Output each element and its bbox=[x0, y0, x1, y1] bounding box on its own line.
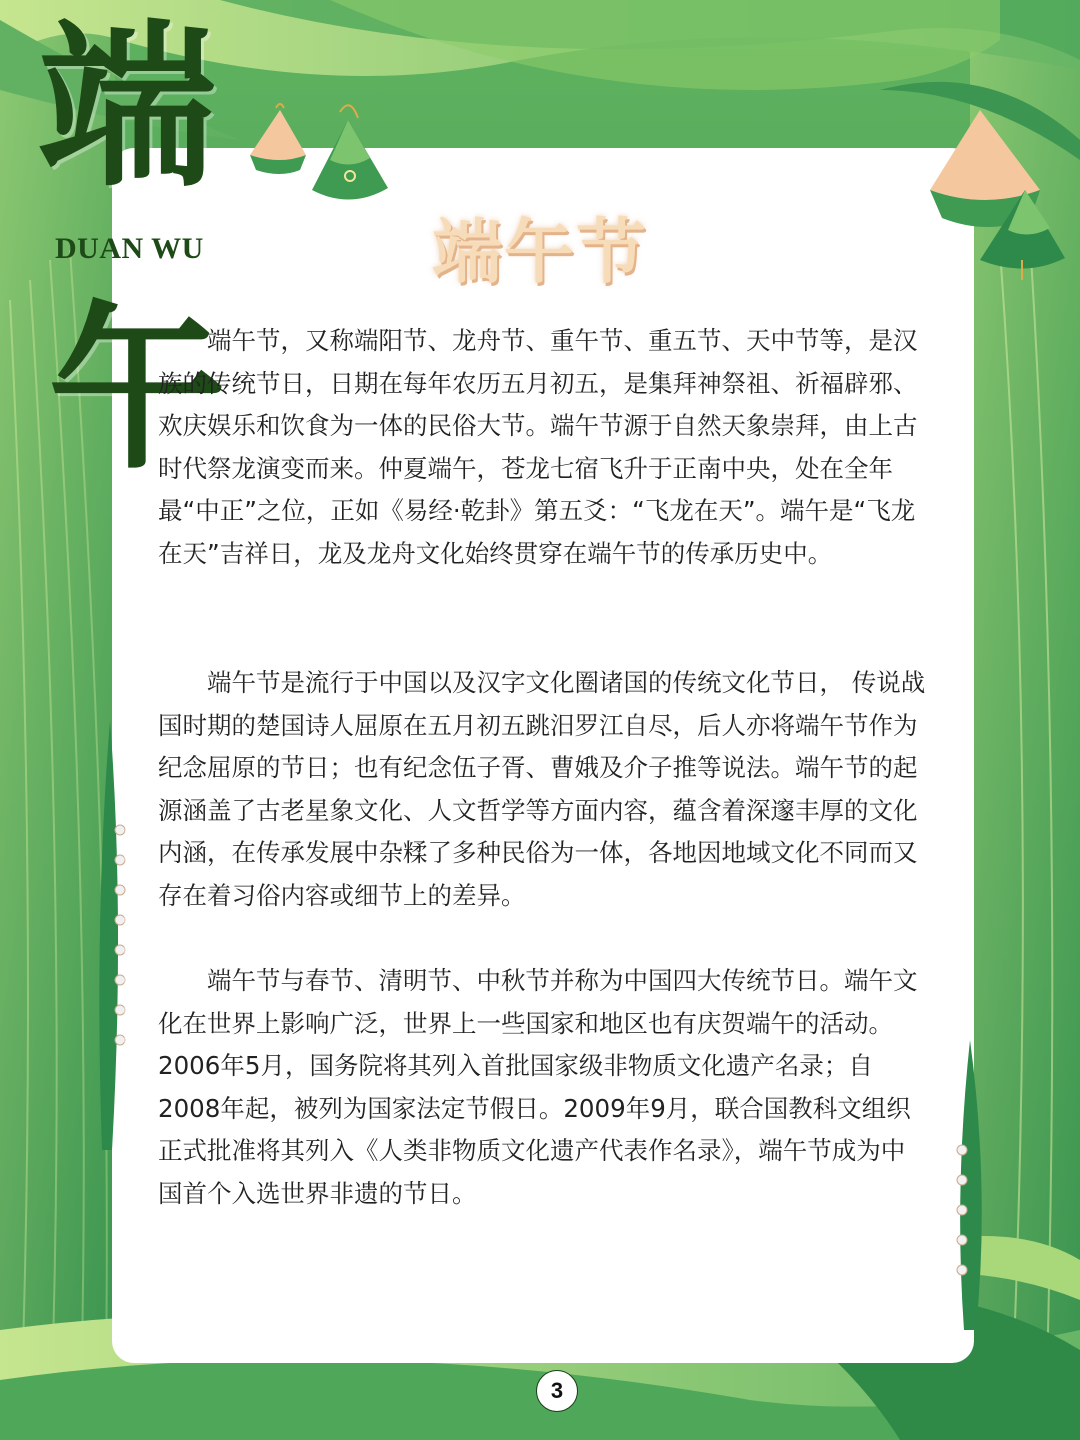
page-title: 端午节 bbox=[432, 211, 648, 293]
page-number: 3 bbox=[536, 1370, 578, 1412]
paragraph: 端午节是流行于中国以及汉字文化圈诸国的传统文化节日， 传说战国时期的楚国诗人屈原在五月初五跳汨罗江自尽，后人亦将端午节作为纪念屈原的节日；也有纪念伍子胥、曹娥及介子推等说法。端午节的起源涵盖了古老星象文化、人文哲学等方面内容，蕴含着深邃丰厚的文化内涵，在传承发展中杂糅了多种民俗为一体，各地因地域文化不同而又存在着习俗内容或细节上的差异。 bbox=[158, 668, 926, 910]
latin-caption: DUAN WU bbox=[55, 232, 204, 265]
paragraph: 端午节与春节、清明节、中秋节并称为中国四大传统节日。端午文化在世界上影响广泛，世界上一些国家和地区也有庆贺端午的活动。2006年5月，国务院将其列入首批国家级非物质文化遗产名录；自2008年起，被列为国家法定节假日。2009年9月，联合国教科文组织正式批准将其列入《人类非物质文化遗产代表作名录》，端午节成为中国首个入选世界非遗的节日。 bbox=[158, 966, 918, 1208]
big-char-duan: 端 bbox=[38, 2, 216, 211]
dragon-boat-icon bbox=[940, 1040, 1000, 1330]
vertical-watermark: BOATFESTIVAL bbox=[96, 465, 227, 1340]
big-char-wu: 午 bbox=[48, 284, 226, 493]
paragraph: 端午节，又称端阳节、龙舟节、重午节、重五节、天中节等，是汉族的传统节日，日期在每年农历五月初五，是集拜神祭祖、祈福辟邪、欢庆娱乐和饮食为一体的民俗大节。端午节源于自然天象崇拜，由上古时代祭龙演变而来。仲夏端午，苍龙七宿飞升于正南中央，处在全年最“中正”之位，正如《易经·乾卦》第五爻：“飞龙在天”。端午是“飞龙在天”吉祥日，龙及龙舟文化始终贯穿在端午节的传承历史中。 bbox=[158, 326, 918, 568]
